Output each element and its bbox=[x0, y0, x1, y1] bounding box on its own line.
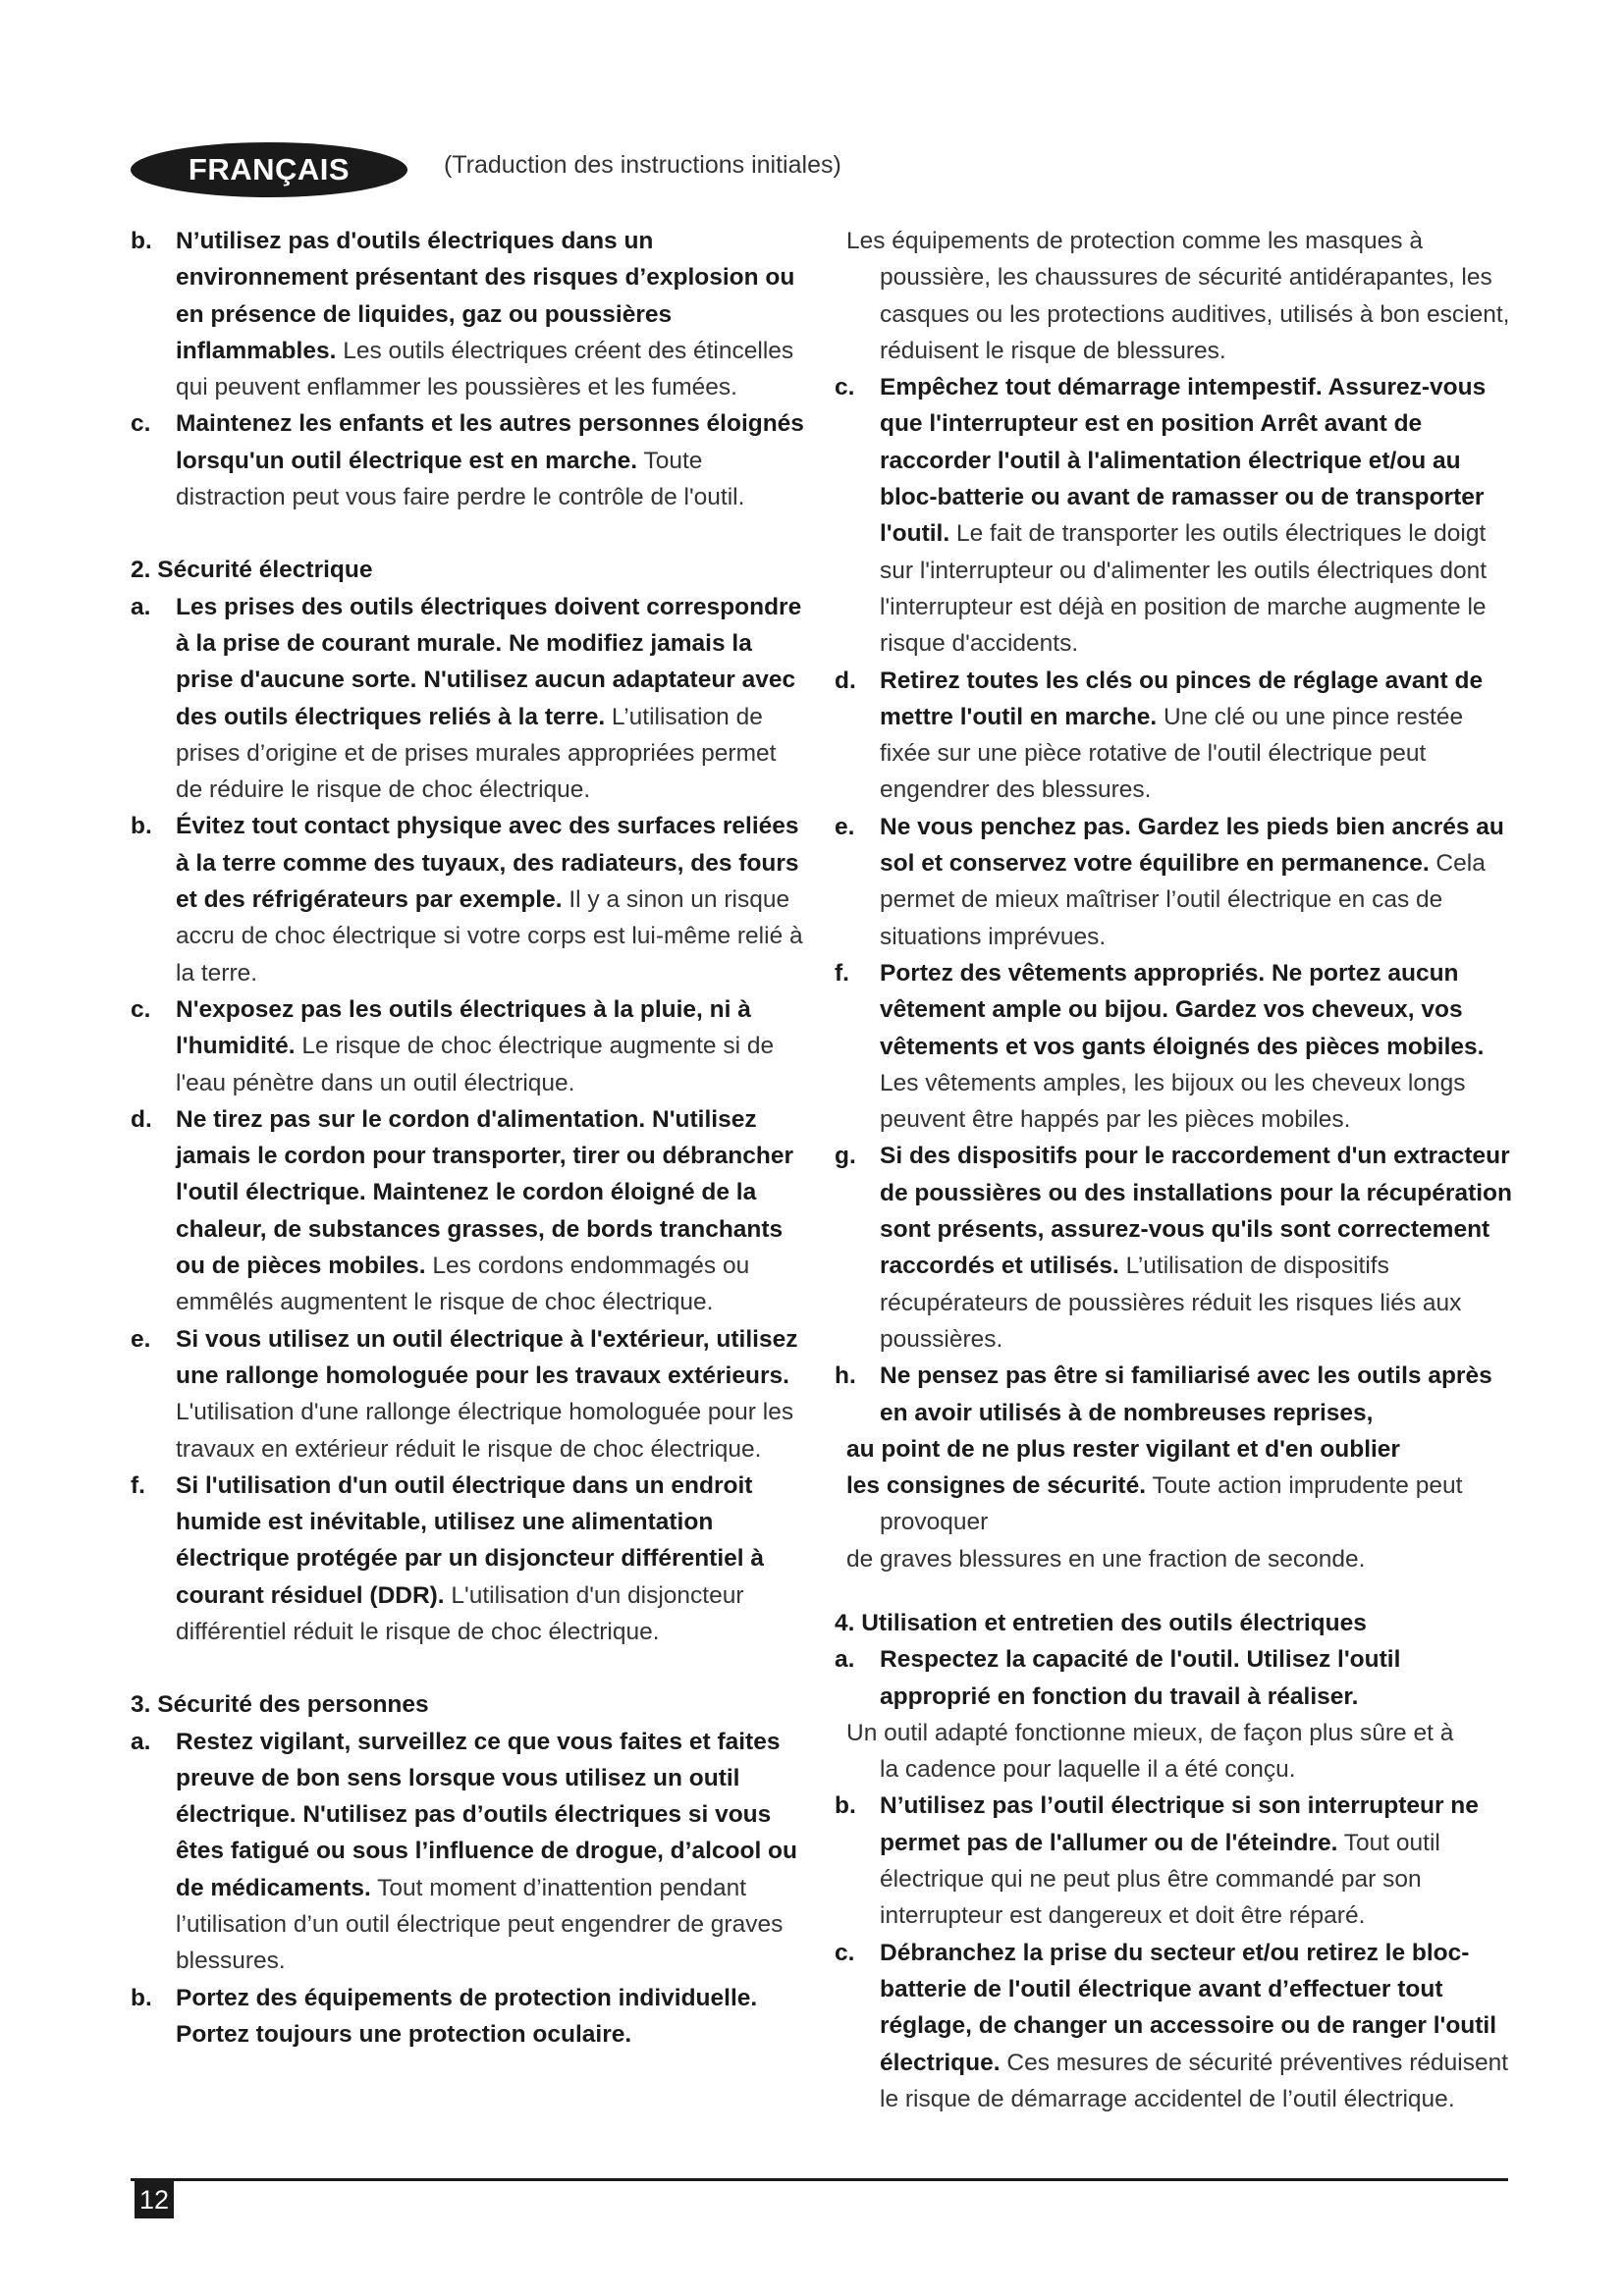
instruction-item: e. Si vous utilisez un outil électrique à l'extérieur, utilisez une rallonge homologuée pour les travaux extérieurs. L'utilisation d'une rallonge électrique homologuée pour les travaux en extérieur réduit le risque de choc électrique. bbox=[131, 1325, 798, 1463]
right-column bbox=[835, 223, 1512, 2117]
instruction-item: a. Respectez la capacité de l'outil. Utilisez l'outil approprié en fonction du travail à réaliser. bbox=[835, 1646, 1401, 1710]
left-column bbox=[131, 223, 808, 2053]
translation-note: (Traduction des instructions initiales) bbox=[444, 151, 841, 179]
language-badge: FRANÇAIS bbox=[131, 142, 407, 197]
section-heading: 2. Sécurité électrique bbox=[131, 557, 373, 584]
section-heading: 3. Sécurité des personnes bbox=[131, 1691, 429, 1719]
instruction-continuation: Un outil adapté fonctionne mieux, de façon plus sûre et à bbox=[846, 1719, 1454, 1746]
page-number: 12 bbox=[135, 2181, 174, 2218]
instruction-continuation: les consignes de sécurité. Toute action imprudente peut bbox=[846, 1472, 1463, 1500]
instruction-item: a. Restez vigilant, surveillez ce que vous faites et faites preuve de bon sens lorsque vous utilisez un outil électrique. N'utilisez pas d’outils électriques si vous êtes fatigué ou sous l’influence de drogue, d’alcool ou de médicaments. Tout moment d’inattention pendant l’utilisation d’un outil électrique peut engendrer de graves blessures. bbox=[131, 1728, 797, 1975]
instruction-continuation: la cadence pour laquelle il a été conçu. bbox=[880, 1756, 1296, 1784]
instruction-item: d. Ne tirez pas sur le cordon d'alimentation. N'utilisez jamais le cordon pour transporter, tirer ou débrancher l'outil électrique. Maintenez le cordon éloigné de la chaleur, de substances grasses, de bords tranchants ou de pièces mobiles. Les cordons endommagés ou emmêlés augmentent le risque de choc électrique. bbox=[131, 1105, 793, 1316]
instruction-item: a. Les prises des outils électriques doivent correspondre à la prise de courant murale. Ne modifiez jamais la prise d'aucune sorte. N'utilisez aucun adaptateur avec des outils électriques reliés à la terre. L’utilisation de prises d’origine et de prises murales appropriées permet de réduire le risque de choc électrique. bbox=[131, 593, 802, 804]
instruction-continuation: au point de ne plus rester vigilant et d'en oublier bbox=[846, 1435, 1400, 1463]
instruction-item: b. Portez des équipements de protection individuelle. Portez toujours une protection oculaire. bbox=[131, 1984, 758, 2048]
instruction-item: f. Si l'utilisation d'un outil électrique dans un endroit humide est inévitable, utilisez une alimentation électrique protégée par un disjoncteur différentiel à courant résiduel (DDR). L'utilisation d'un disjoncteur différentiel réduit le risque de choc électrique. bbox=[131, 1471, 765, 1645]
instruction-item: b. Évitez tout contact physique avec des surfaces reliées à la terre comme des tuyaux, des radiateurs, des fours et des réfrigérateurs par exemple. Il y a sinon un risque accru de choc électrique si votre corps est lui-même relié à la terre. bbox=[131, 813, 803, 987]
instruction-item: c. Empêchez tout démarrage intempestif. Assurez-vous que l'interrupteur est en position Arrêt avant de raccorder l'outil à l'alimentation électrique et/ou au bloc-batterie ou avant de ramasser ou de transporter l'outil. Le fait de transporter les outils électriques le doigt sur l'interrupteur ou d'alimenter les outils électriques dont l'interrupteur est déjà en position de marche augmente le risque d'accidents. bbox=[835, 374, 1488, 658]
instruction-item: c. Maintenez les enfants et les autres personnes éloignés lorsqu'un outil électrique est en marche. Toute distraction peut vous faire perdre le contrôle de l'outil. bbox=[131, 410, 804, 511]
instruction-item: h. Ne pensez pas être si familiarisé avec les outils après en avoir utilisés à de nombreuses reprises, bbox=[835, 1362, 1492, 1426]
instruction-item: b. N’utilisez pas l’outil électrique si son interrupteur ne permet pas de l'allumer ou de l'éteindre. Tout outil électrique qui ne peut plus être commandé par son interrupteur est dangereux et doit être réparé. bbox=[835, 1792, 1479, 1930]
instruction-continuation: provoquer bbox=[880, 1509, 989, 1536]
footer-rule bbox=[131, 2178, 1508, 2181]
instruction-item: d. Retirez toutes les clés ou pinces de réglage avant de mettre l'outil en marche. Une clé ou une pince restée fixée sur une pièce rotative de l'outil électrique peut engendrer des blessures. bbox=[835, 667, 1484, 804]
instruction-item: e. Ne vous penchez pas. Gardez les pieds bien ancrés au sol et conservez votre équilibre en permanence. Cela permet de mieux maîtriser l’outil électrique en cas de situations imprévues. bbox=[835, 813, 1504, 950]
instruction-item: b. N’utilisez pas d'outils électriques dans un environnement présentant des risques d’explosion ou en présence de liquides, gaz ou poussières inflammables. Les outils électriques créent des étincelles qui peuvent enflammer les poussières et les fumées. bbox=[131, 228, 795, 401]
section-heading: 4. Utilisation et entretien des outils électriques bbox=[835, 1609, 1367, 1636]
instruction-item: f. Portez des vêtements appropriés. Ne portez aucun vêtement ample ou bijou. Gardez vos cheveux, vos vêtements et vos gants éloignés des pièces mobiles. Les vêtements amples, les bijoux ou les cheveux longs peuvent être happés par les pièces mobiles. bbox=[835, 959, 1485, 1134]
continuation-text: Les équipements de protection comme les masques à poussière, les chaussures de sécurité antidérapantes, les casques ou les protections auditives, utilisés à bon escient, réduisent le risque de blessures. bbox=[846, 228, 1510, 364]
instruction-item: c. Débranchez la prise du secteur et/ou retirez le bloc-batterie de l'outil électrique avant d’effectuer tout réglage, de changer un accessoire ou de ranger l'outil électrique. Ces mesures de sécurité préventives réduisent le risque de démarrage accidentel de l’outil électrique. bbox=[835, 1939, 1509, 2112]
instruction-item: c. N'exposez pas les outils électriques à la pluie, ni à l'humidité. Le risque de choc électrique augmente si de l'eau pénètre dans un outil électrique. bbox=[131, 995, 775, 1096]
instruction-continuation: de graves blessures en une fraction de seconde. bbox=[846, 1545, 1366, 1573]
instruction-item: g. Si des dispositifs pour le raccordement d'un extracteur de poussières ou des installations pour la récupération sont présents, assurez-vous qu'ils sont correctement raccordés et utilisés. L’utilisation de dispositifs récupérateurs de poussières réduit les risques liés aux poussières. bbox=[835, 1143, 1512, 1353]
